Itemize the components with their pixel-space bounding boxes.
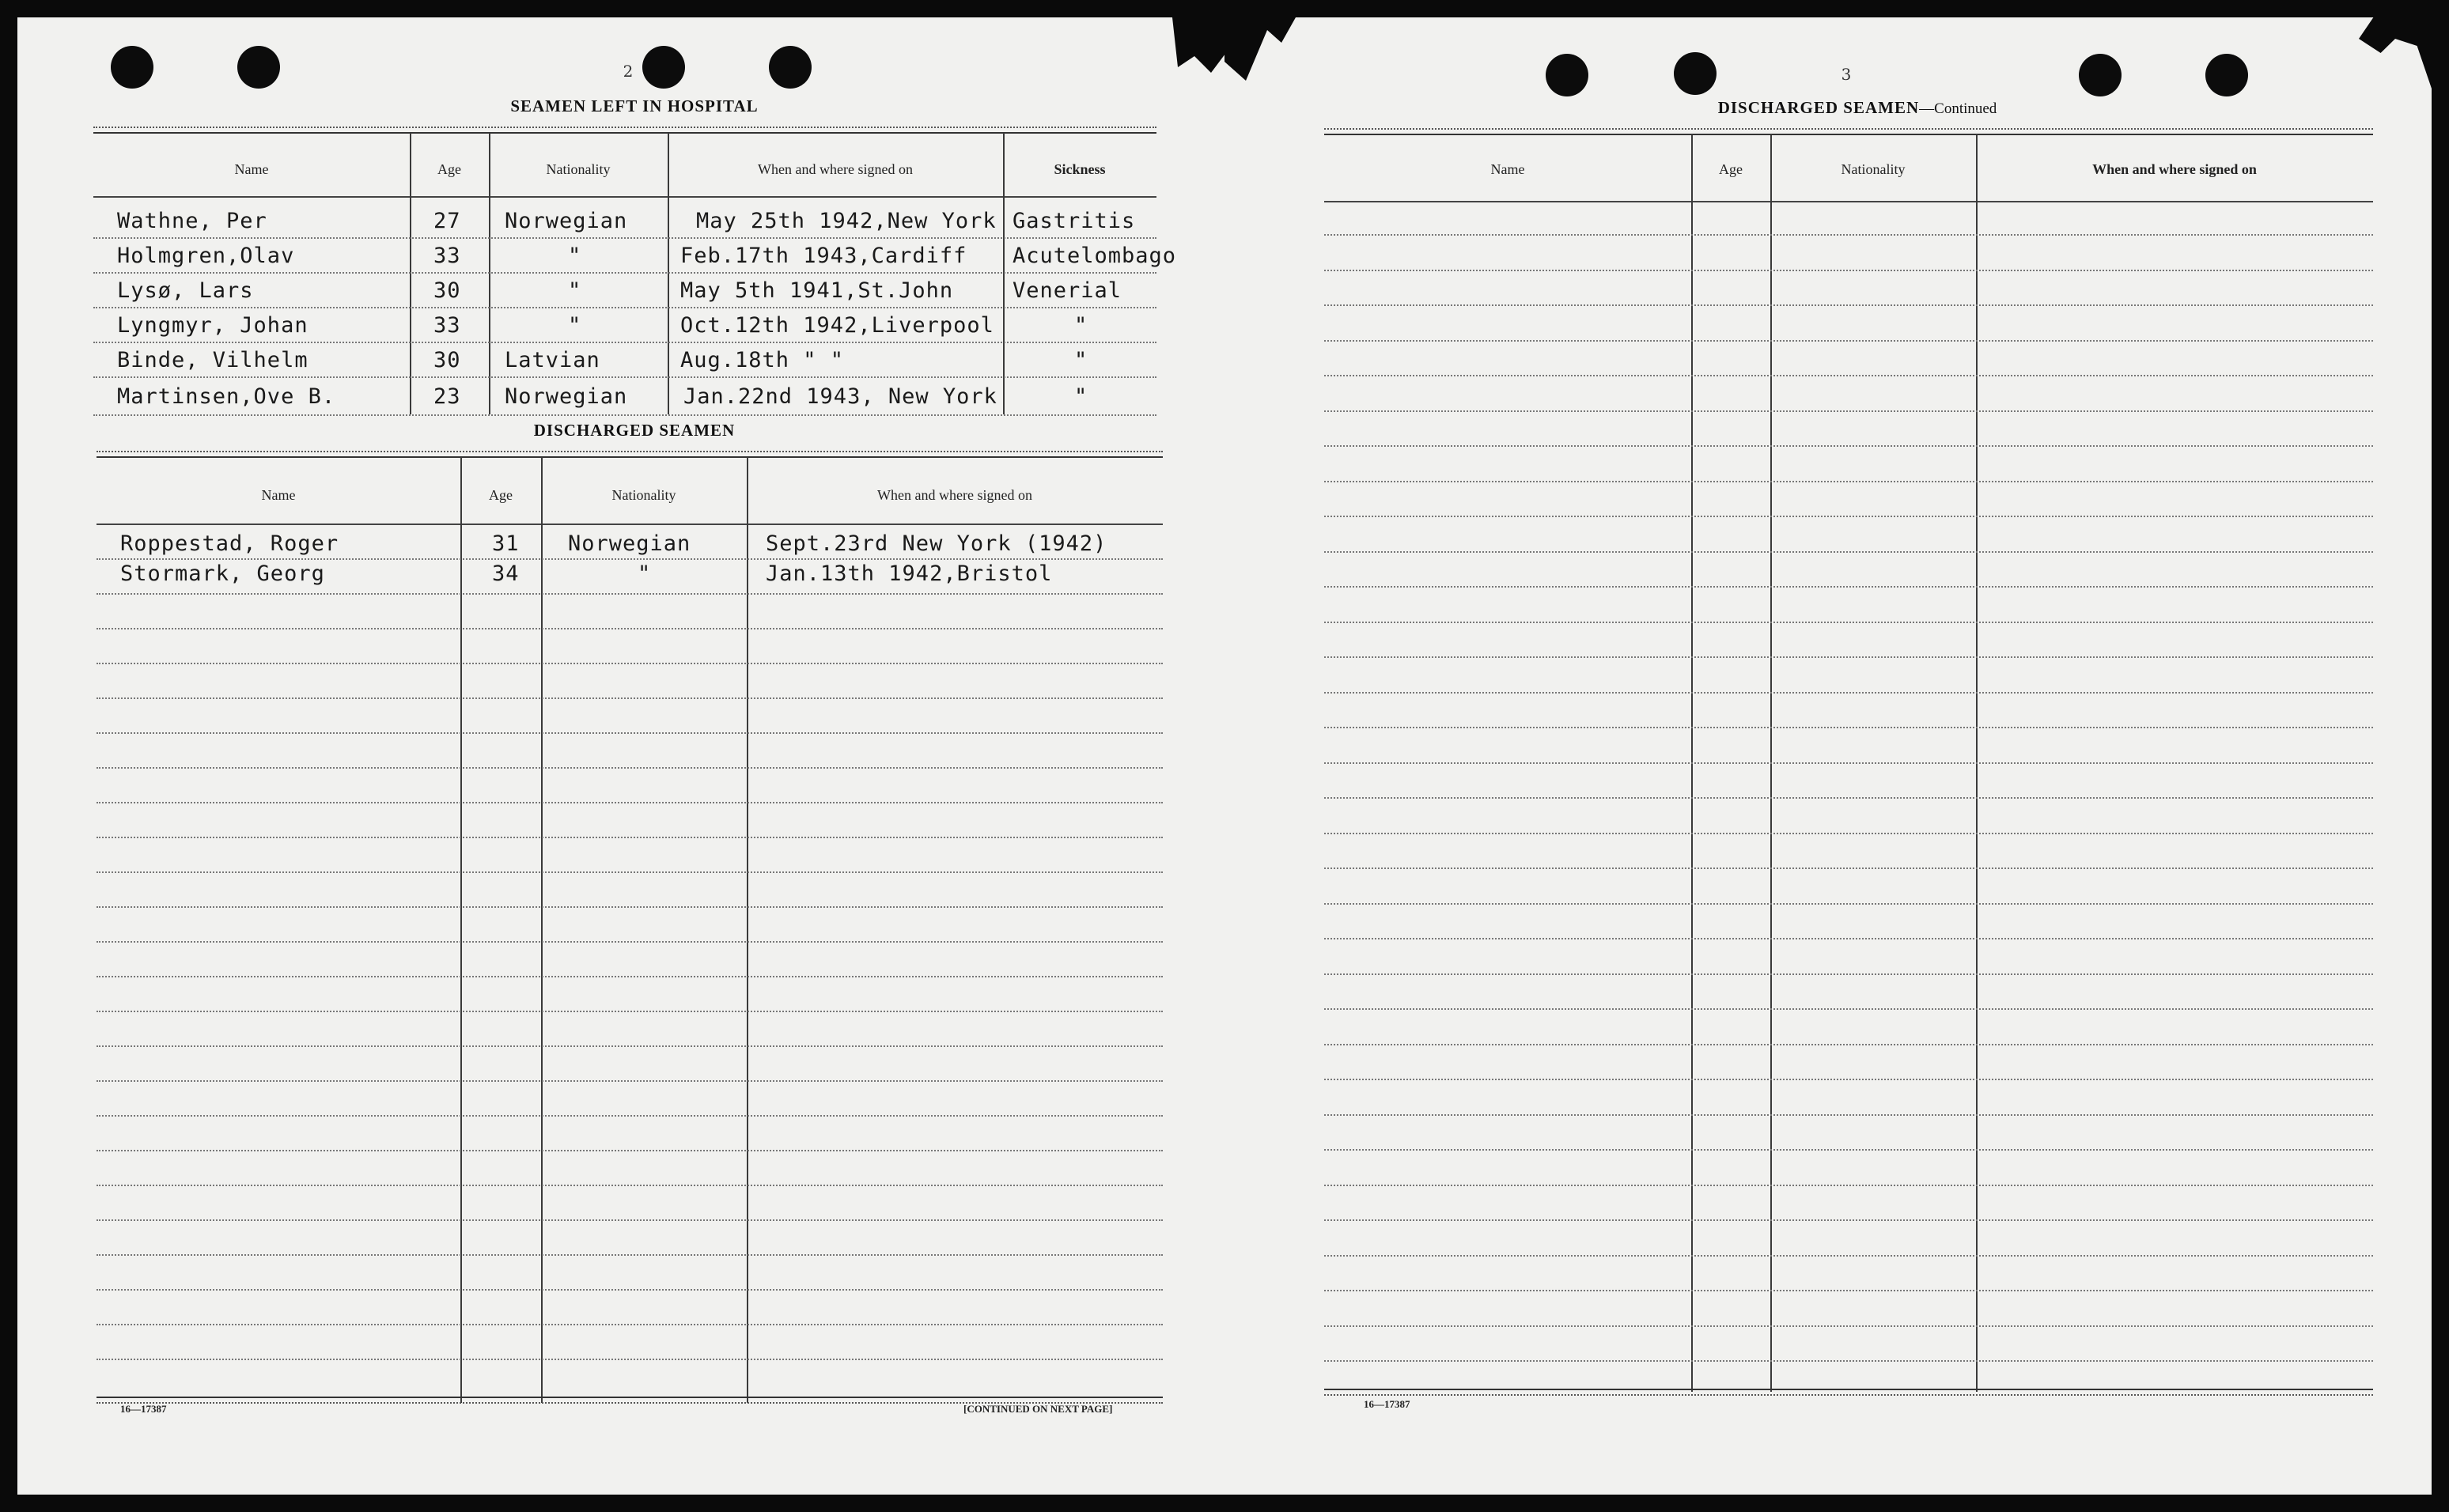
- header-name: Name: [261, 487, 296, 503]
- row-rule: [93, 307, 1156, 308]
- row-rule: [97, 767, 1163, 769]
- discharged-cell-signed-on: Sept.23rd New York (1942): [766, 531, 1107, 556]
- row-rule: [97, 1289, 1163, 1291]
- hospital-cell-sickness: ": [1074, 348, 1088, 372]
- row-rule: [1324, 868, 2373, 869]
- hospital-cell-sickness: Gastritis: [1013, 209, 1136, 233]
- hospital-cell-signed-on: Jan.22nd 1943, New York: [683, 384, 997, 409]
- row-rule: [1324, 762, 2373, 764]
- table-bottom-rule: [1324, 1389, 2373, 1396]
- row-rule: [97, 558, 1163, 560]
- row-rule: [97, 941, 1163, 943]
- row-rule: [1324, 833, 2373, 834]
- hospital-cell-age: 30: [433, 348, 461, 372]
- header-divider: [1324, 201, 2373, 202]
- column-divider: [541, 457, 543, 1403]
- row-rule: [93, 272, 1156, 274]
- header-signed-on: When and where signed on: [758, 161, 913, 177]
- header-signed-on: When and where signed on: [877, 487, 1032, 503]
- row-rule: [1324, 481, 2373, 482]
- torn-edge: [1224, 17, 1296, 81]
- header-age: Age: [489, 487, 513, 503]
- hospital-cell-nationality: Latvian: [505, 348, 600, 372]
- row-rule: [97, 837, 1163, 838]
- hospital-cell-age: 33: [433, 244, 461, 268]
- punch-hole: [111, 46, 153, 89]
- row-rule: [97, 1219, 1163, 1221]
- row-rule: [93, 376, 1156, 378]
- row-rule: [97, 976, 1163, 977]
- row-rule: [1324, 1149, 2373, 1151]
- row-rule: [1324, 304, 2373, 306]
- row-rule: [1324, 1325, 2373, 1327]
- row-rule: [97, 1150, 1163, 1151]
- column-divider: [460, 457, 462, 1403]
- row-rule: [97, 871, 1163, 873]
- hospital-cell-sickness: ": [1074, 313, 1088, 338]
- hospital-cell-sickness: Venerial: [1013, 278, 1122, 303]
- row-rule: [93, 342, 1156, 343]
- punch-hole: [769, 46, 812, 89]
- row-rule: [1324, 692, 2373, 694]
- column-divider: [668, 133, 669, 414]
- header-divider: [93, 196, 1156, 198]
- hospital-section-title: SEAMEN LEFT IN HOSPITAL: [510, 96, 759, 115]
- discharged-section-title: DISCHARGED SEAMEN: [533, 421, 736, 440]
- column-divider: [1003, 133, 1005, 414]
- row-rule: [1324, 551, 2373, 553]
- row-rule: [1324, 656, 2373, 658]
- header-nationality: Nationality: [611, 487, 676, 503]
- discharged-cell-name: Roppestad, Roger: [120, 531, 339, 556]
- form-number: 16—17387: [120, 1403, 167, 1415]
- torn-edge: [2359, 17, 2432, 89]
- punch-hole: [642, 46, 685, 89]
- hospital-cell-signed-on: Aug.18th " ": [680, 348, 845, 372]
- hospital-cell-nationality: ": [568, 244, 582, 268]
- punch-hole: [1674, 52, 1717, 95]
- table-top-rule: [97, 451, 1163, 458]
- row-rule: [1324, 1044, 2373, 1045]
- header-nationality: Nationality: [1841, 161, 1906, 177]
- row-rule: [97, 663, 1163, 664]
- row-rule: [97, 1254, 1163, 1256]
- discharged-table: [97, 451, 1163, 1406]
- row-rule: [93, 414, 1156, 416]
- row-rule: [1324, 445, 2373, 447]
- row-rule: [97, 802, 1163, 803]
- row-rule: [1324, 1114, 2373, 1116]
- discharged-cell-age: 31: [492, 531, 520, 556]
- discharged-cell-age: 34: [492, 561, 520, 586]
- hospital-cell-nationality: Norwegian: [505, 384, 628, 409]
- row-rule: [1324, 1079, 2373, 1080]
- row-rule: [97, 1185, 1163, 1186]
- hospital-cell-signed-on: May 25th 1942,New York: [696, 209, 997, 233]
- discharged-cell-nationality: ": [638, 561, 652, 586]
- row-rule: [97, 1115, 1163, 1117]
- row-rule: [1324, 1185, 2373, 1186]
- row-rule: [97, 1359, 1163, 1360]
- hospital-cell-name: Wathne, Per: [117, 209, 267, 233]
- page-number: 2: [623, 62, 634, 81]
- row-rule: [1324, 340, 2373, 342]
- column-divider: [747, 457, 748, 1403]
- row-rule: [1324, 622, 2373, 623]
- row-rule: [1324, 1290, 2373, 1291]
- row-rule: [1324, 1255, 2373, 1257]
- row-rule: [1324, 903, 2373, 905]
- title-main: DISCHARGED SEAMEN: [1717, 98, 1920, 117]
- row-rule: [1324, 234, 2373, 236]
- row-rule: [1324, 973, 2373, 975]
- hospital-cell-name: Lysø, Lars: [117, 278, 254, 303]
- header-name: Name: [1490, 161, 1525, 177]
- hospital-cell-age: 33: [433, 313, 461, 338]
- page-number: 3: [1841, 65, 1852, 84]
- header-divider: [97, 524, 1163, 525]
- row-rule: [1324, 938, 2373, 939]
- header-age: Age: [437, 161, 461, 177]
- hospital-table: [93, 127, 1177, 419]
- column-divider: [489, 133, 490, 414]
- form-number: 16—17387: [1364, 1398, 1410, 1410]
- hospital-cell-signed-on: Oct.12th 1942,Liverpool: [680, 313, 994, 338]
- row-rule: [97, 628, 1163, 629]
- table-top-rule: [1324, 128, 2373, 135]
- row-rule: [97, 697, 1163, 699]
- hospital-cell-name: Binde, Vilhelm: [117, 348, 308, 372]
- row-rule: [97, 1045, 1163, 1047]
- discharged-cell-name: Stormark, Georg: [120, 561, 325, 586]
- row-rule: [1324, 586, 2373, 588]
- title-continued: —Continued: [1919, 100, 1997, 117]
- row-rule: [1324, 410, 2373, 412]
- hospital-cell-name: Holmgren,Olav: [117, 244, 295, 268]
- table-top-rule: [93, 127, 1156, 134]
- document-sheet: [17, 17, 2432, 1495]
- hospital-cell-signed-on: Feb.17th 1943,Cardiff: [680, 244, 967, 268]
- row-rule: [97, 1011, 1163, 1012]
- discharged-cell-signed-on: Jan.13th 1942,Bristol: [766, 561, 1053, 586]
- hospital-cell-signed-on: May 5th 1941,St.John: [680, 278, 954, 303]
- hospital-cell-name: Lyngmyr, Johan: [117, 313, 308, 338]
- torn-edge: [1172, 17, 1228, 73]
- hospital-cell-sickness: ": [1074, 384, 1088, 409]
- hospital-cell-nationality: Norwegian: [505, 209, 628, 233]
- punch-hole: [2079, 54, 2122, 96]
- row-rule: [97, 906, 1163, 908]
- continued-note: [CONTINUED ON NEXT PAGE]: [963, 1403, 1113, 1415]
- row-rule: [1324, 797, 2373, 799]
- discharged-continued-table: [1324, 128, 2373, 1393]
- row-rule: [1324, 1008, 2373, 1010]
- hospital-cell-age: 30: [433, 278, 461, 303]
- left-page: [17, 17, 1224, 1495]
- header-nationality: Nationality: [546, 161, 611, 177]
- row-rule: [1324, 516, 2373, 517]
- punch-hole: [237, 46, 280, 89]
- hospital-cell-age: 27: [433, 209, 461, 233]
- row-rule: [1324, 727, 2373, 728]
- right-page: [1224, 17, 2432, 1495]
- row-rule: [1324, 270, 2373, 271]
- header-name: Name: [234, 161, 269, 177]
- row-rule: [97, 1080, 1163, 1082]
- hospital-cell-nationality: ": [568, 313, 582, 338]
- hospital-cell-sickness: Acutelombago: [1013, 244, 1177, 268]
- row-rule: [1324, 1219, 2373, 1221]
- row-rule: [97, 593, 1163, 595]
- header-signed-on: When and where signed on: [2092, 161, 2257, 177]
- row-rule: [93, 237, 1156, 239]
- column-divider: [410, 133, 411, 414]
- header-age: Age: [1719, 161, 1743, 177]
- hospital-cell-nationality: ": [568, 278, 582, 303]
- header-sickness: Sickness: [1054, 161, 1106, 177]
- row-rule: [97, 1324, 1163, 1325]
- row-rule: [97, 732, 1163, 734]
- discharged-cell-nationality: Norwegian: [568, 531, 691, 556]
- discharged-continued-title: [1580, 98, 2134, 118]
- row-rule: [1324, 375, 2373, 376]
- hospital-cell-name: Martinsen,Ove B.: [117, 384, 336, 409]
- row-rule: [1324, 1360, 2373, 1362]
- hospital-cell-age: 23: [433, 384, 461, 409]
- punch-hole: [1546, 54, 1588, 96]
- punch-hole: [2205, 54, 2248, 96]
